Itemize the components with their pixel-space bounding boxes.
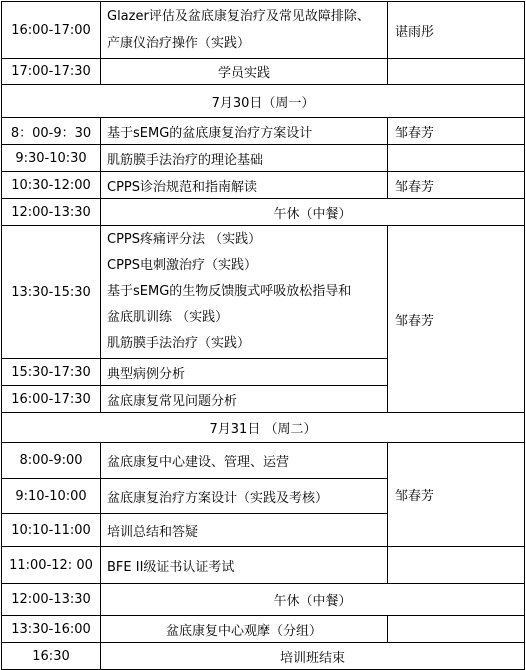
session-cell: CPPS诊治规范和指南解读 [101,172,388,199]
speaker-cell: 邹春芳 [388,172,525,199]
speaker-cell: 邹春芳 [388,443,525,547]
speaker-cell [388,145,525,172]
time-cell: 15:30-17:30 [2,359,101,386]
table-row [2,226,525,359]
table-row [2,145,525,172]
time-cell: 10:10-11:00 [2,514,101,547]
session-cell: 培训总结和答疑 [101,514,388,547]
table-row [2,118,525,145]
time-cell: 12:00-13:30 [2,584,101,616]
table-row [2,443,525,479]
session-cell [101,226,388,359]
session-cell: 肌筋膜手法治疗的理论基础 [101,145,388,172]
session-cell: BFE II级证书认证考试 [101,547,388,584]
table-row [2,172,525,199]
time-cell: 17:00-17:30 [2,59,101,85]
time-cell: 16:00-17:00 [2,2,101,59]
session-cell: 盆底康复治疗方案设计（实践及考核） [101,479,388,514]
time-cell: 10:30-12:00 [2,172,101,199]
speaker-cell: 谌雨彤 [388,2,525,59]
day-header: 7月30日（周一） [2,85,525,118]
session-cell: Glazer评估及盆底康复治疗及常见故障排除、产康仪治疗操作（实践） [101,2,388,59]
table-row [2,547,525,584]
session-line: 肌筋膜手法治疗（实践） [107,336,251,351]
time-cell: 8：00-9：30 [2,118,101,145]
time-cell: 12:00-13:30 [2,199,101,226]
time-cell: 16:00-17:30 [2,386,101,413]
table-row [2,584,525,616]
session-cell: 午休（中餐） [101,584,525,616]
session-line: CPPS疼痛评分法 （实践） [107,232,262,247]
time-cell: 13:30-16:00 [2,616,101,643]
session-cell: 盆底康复中心建设、管理、运营 [101,443,388,479]
table-row [2,2,525,59]
table-row [2,643,525,670]
session-cell: 盆底康复常见问题分析 [101,386,388,413]
session-cell: 学员实践 [101,59,388,85]
table-row [2,199,525,226]
table-row [2,59,525,85]
day-header-row [2,85,525,118]
speaker-cell [388,616,525,643]
day-header-row [2,413,525,443]
time-cell: 9:30-10:30 [2,145,101,172]
session-cell: 基于sEMG的盆底康复治疗方案设计 [101,118,388,145]
time-cell: 9:10-10:00 [2,479,101,514]
time-cell: 13:30-15:30 [2,226,101,359]
day-header: 7月31日 （周二） [2,413,525,443]
session-line: 盆底肌训练 （实践） [107,310,229,325]
time-cell: 11:00-12: 00 [2,547,101,584]
speaker-cell [388,547,525,584]
time-cell: 16:30 [2,643,101,670]
session-cell: 典型病例分析 [101,359,388,386]
session-cell: 培训班结束 [101,643,525,670]
session-line: CPPS电刺激治疗（实践） [107,258,258,273]
table-row [2,616,525,643]
session-line: 基于sEMG的生物反馈腹式呼吸放松指导和 [107,284,352,299]
speaker-cell: 邹春芳 [388,226,525,413]
speaker-cell: 邹春芳 [388,118,525,145]
session-cell: 盆底康复中心观摩（分组） [101,616,388,643]
speaker-cell [388,59,525,85]
schedule-table [1,1,525,670]
time-cell: 8:00-9:00 [2,443,101,479]
session-cell: 午休（中餐） [101,199,525,226]
